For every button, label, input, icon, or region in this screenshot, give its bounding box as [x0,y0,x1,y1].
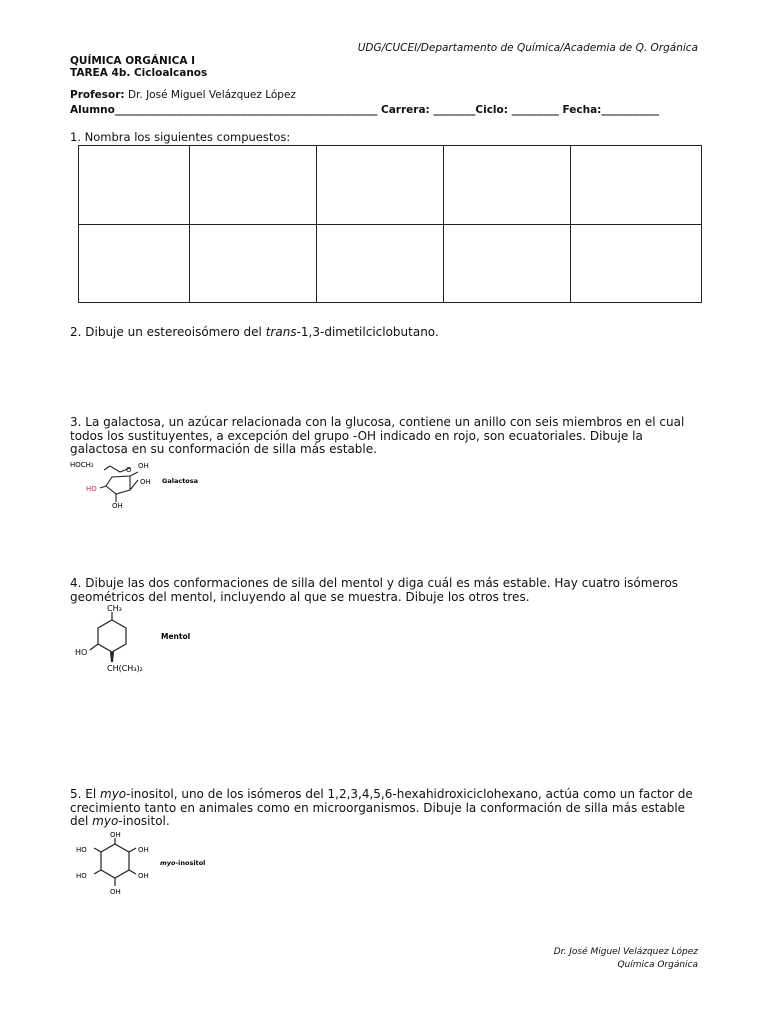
inositol-oh-top: OH [110,831,121,839]
galactose-oh-2: OH [140,478,151,486]
galactose-label: Galactosa [162,477,199,485]
course-heading [70,55,207,79]
course-title: QUÍMICA ORGÁNICA I [70,55,196,67]
grid-cell[interactable] [317,146,444,225]
menthol-ho: HO [75,648,88,657]
menthol-isopropyl: CH(CH₃)₂ [107,664,143,673]
galactose-ring-o: O [126,466,132,474]
footer-author: Dr. José Miguel Velázquez López [553,947,698,957]
wedge-bond [110,652,114,662]
question-2: 2. Dibuje un estereoisómero del trans-1,3-dimetilciclobutano. [70,325,439,339]
assignment-title: TAREA 4b. Cicloalcanos [70,67,208,79]
galactose-oh-3: OH [112,502,123,510]
galactose-oh-1: OH [138,462,149,470]
student-info-line: Alumno__________________________________________________ Carrera: ________Ciclo: _________ Fecha:___________ [70,104,660,116]
galactose-structure [70,456,200,512]
question-4: 4. Dibuje las dos conformaciones de silla del mentol y diga cuál es más estable. Hay cuatro isómeros geométricos del mentol, incluyendo al que se muestra. Dibuje los otros tres. [70,576,679,604]
grid-cell[interactable] [444,224,571,303]
institution-header: UDG/CUCEI/Departamento de Química/Academia de Q. Orgánica [357,42,698,54]
professor-line [70,89,296,101]
inositol-label: myo-inositol [160,859,206,867]
professor-label: Profesor: [70,89,125,101]
question-3: 3. La galactosa, un azúcar relacionada con la glucosa, contiene un anillo con seis miembros en el cual todos los sustituyentes, a excepción del grupo -OH indicado en rojo, son ecuatoriales. Dibuje la galactosa en su conformación de silla más estable. [70,415,685,456]
galactose-ho-red: HO [86,485,97,493]
cycle-label: Ciclo: [475,104,508,116]
footer-course: Química Orgánica [617,960,698,970]
grid-cell[interactable] [190,224,317,303]
inositol-oh-right-2: OH [138,872,149,880]
inositol-ho-left-2: HO [76,872,87,880]
answer-grid [78,145,702,303]
galactose-hoch2: HOCH₂ [70,461,94,469]
grid-cell[interactable] [317,224,444,303]
date-label: Fecha: [562,104,602,116]
grid-cell[interactable] [190,146,317,225]
menthol-ch3: CH₃ [107,604,122,613]
student-label: Alumno [70,104,115,116]
inositol-oh-right-1: OH [138,846,149,854]
grid-cell[interactable] [79,146,190,225]
inositol-oh-bottom: OH [110,888,121,896]
grid-cell[interactable] [444,146,571,225]
professor-name: Dr. José Miguel Velázquez López [127,89,296,101]
question-5: 5. El myo-inositol, uno de los isómeros del 1,2,3,4,5,6-hexahidroxiciclohexano, actúa como un factor de crecimiento tanto en animales como en microorganismos. Dibuje la conformación de silla más estable del myo-inositol. [70,787,693,828]
menthol-structure [70,602,195,674]
grid-cell[interactable] [79,224,190,303]
career-label: Carrera: [381,104,430,116]
footer [440,946,698,972]
question-1: 1. Nombra los siguientes compuestos: [70,130,291,144]
inositol-structure [70,830,210,900]
grid-cell[interactable] [571,146,702,225]
grid-cell[interactable] [571,224,702,303]
inositol-ho-left-1: HO [76,846,87,854]
menthol-label: Mentol [161,632,191,641]
